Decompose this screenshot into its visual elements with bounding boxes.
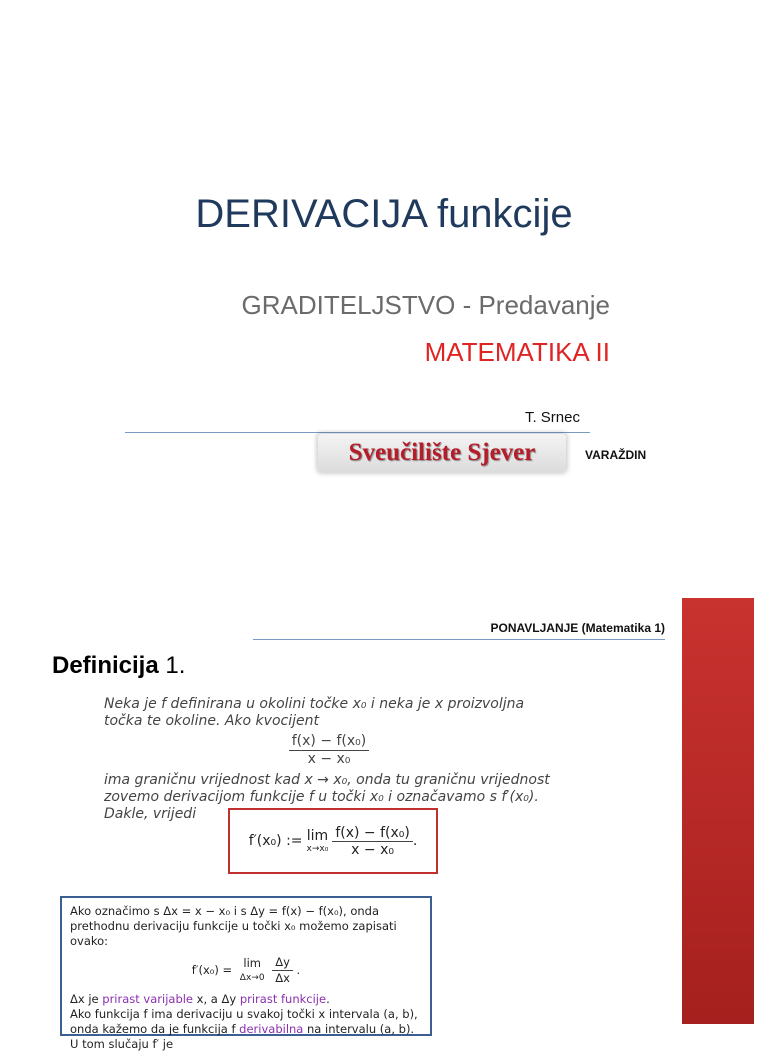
- highlight-derivable: derivabilna: [239, 1022, 304, 1036]
- institution-logo: [318, 434, 566, 472]
- definition-heading: [52, 652, 185, 680]
- box-fraction: [272, 955, 293, 986]
- divider-line: [125, 432, 590, 433]
- box-text-part: .: [326, 992, 330, 1006]
- quotient-numerator: f(x) − f(x₀): [289, 733, 370, 751]
- box-formula-lhs: f′(x₀) =: [191, 963, 233, 977]
- quotient-denominator: x − x₀: [307, 751, 351, 767]
- box-text-part: na intervalu (a, b). U tom slučaju f′ je: [70, 1022, 415, 1051]
- derivative-formula-box: [228, 808, 438, 874]
- formula-denominator: x − x₀: [351, 841, 394, 858]
- formula-lim-sub: x→x₀: [306, 844, 329, 854]
- city-label: VARAŽDIN: [585, 448, 647, 462]
- box-lim-sub: Δx→0: [239, 972, 265, 983]
- subtitle-course: GRADITELJSTVO - Predavanje: [241, 290, 610, 320]
- box-formula-period: .: [296, 963, 301, 977]
- box-numerator: Δy: [272, 955, 293, 971]
- section-label: PONAVLJANJE (Matematika 1): [490, 621, 665, 635]
- formula-period: .: [412, 833, 418, 849]
- subtitle-subject: MATEMATIKA II: [424, 337, 610, 367]
- box-text-part: x, a Δy: [193, 992, 240, 1006]
- formula-numerator: f(x) − f(x₀): [332, 825, 413, 842]
- highlight-function-increment: prirast funkcije: [239, 992, 327, 1006]
- box-text-part: Δx je: [70, 992, 103, 1006]
- definition-para3: Dakle, vrijedi: [104, 806, 197, 822]
- formula-lim-word: lim: [306, 828, 329, 844]
- box-increment-line: [70, 992, 422, 1007]
- definition-para2: ima graničnu vrijednost kad x → x₀, onda tu graničnu vrijednost zovemo derivacijom funkcije f u točki x₀ i označavamo s f′(x₀).: [104, 772, 550, 805]
- formula-limit: [307, 828, 329, 854]
- quotient-fraction: [289, 733, 370, 768]
- definition-body: [104, 696, 554, 823]
- definition-number: 1.: [158, 652, 186, 679]
- divider-line: [253, 639, 665, 640]
- box-formula-limit: [240, 956, 265, 986]
- box-formula: [70, 955, 422, 986]
- institution-name: Sveučilište Sjever: [348, 439, 536, 466]
- definition-para1: Neka je f definirana u okolini točke x₀ i neka je x proizvoljna točka te okoline. Ako kvocijent: [104, 696, 525, 729]
- box-derivable-line: [70, 1007, 422, 1052]
- page-title: DERIVACIJA funkcije: [195, 192, 573, 236]
- definition-slide: [0, 576, 768, 1051]
- definition-word: Definicija: [52, 652, 159, 679]
- author-name: T. Srnec: [524, 409, 580, 426]
- red-side-bar: [682, 598, 754, 1024]
- box-intro: Ako označimo s Δx = x − x₀ i s Δy = f(x) − f(x₀), onda prethodnu derivaciju funkcije u točki x₀ možemo zapisati ovako:: [70, 904, 397, 948]
- highlight-variable-increment: prirast varijable: [102, 992, 194, 1006]
- formula-fraction: [332, 825, 413, 858]
- box-text-part: Ako funkcija f ima derivaciju u svakoj točki x intervala (a, b), onda kažemo da je funkcija f: [70, 1007, 418, 1036]
- box-denominator: Δx: [275, 971, 290, 985]
- box-lim-word: lim: [243, 955, 261, 970]
- quotient-formula: [104, 733, 554, 768]
- increment-notation-box: [60, 896, 432, 1051]
- formula-lhs: f′(x₀) :=: [248, 833, 303, 849]
